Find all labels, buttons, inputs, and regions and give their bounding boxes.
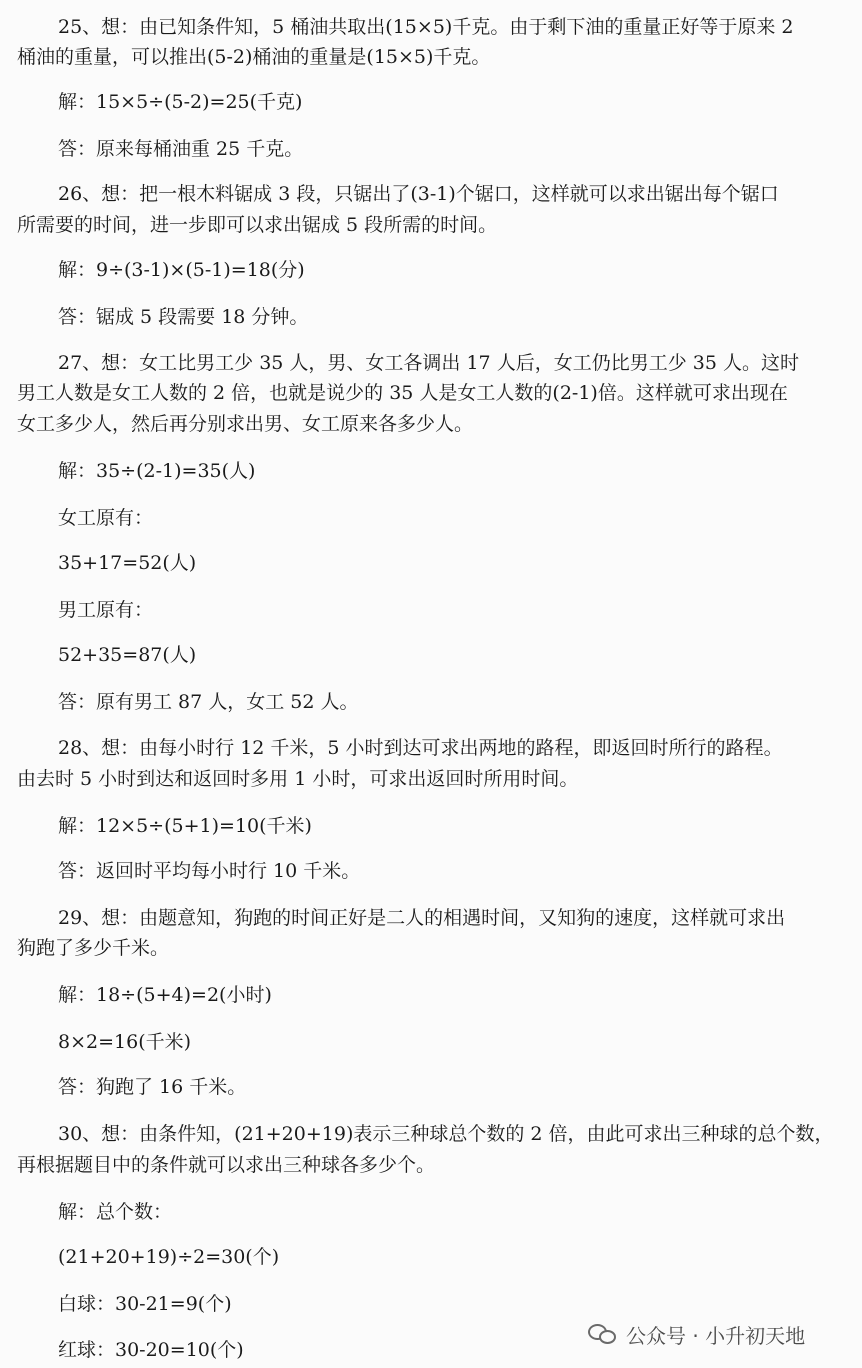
wechat-icon bbox=[588, 1322, 618, 1346]
text-line: 女工原有： bbox=[58, 507, 154, 529]
text-line: 再根据题目中的条件就可以求出三种球各多少个。 bbox=[17, 1154, 436, 1176]
text-line: 解：18÷(5+4)=2(小时) bbox=[58, 984, 272, 1006]
text-line: 答：返回时平均每小时行 10 千米。 bbox=[58, 860, 361, 882]
text-line: 26、想：把一根木料锯成 3 段，只锯出了(3-1)个锯口，这样就可以求出锯出每个锯口 bbox=[58, 183, 779, 205]
text-line: 答：原来每桶油重 25 千克。 bbox=[58, 138, 304, 160]
text-line: 解：35÷(2-1)=35(人) bbox=[58, 460, 256, 482]
text-line: 解：12×5÷(5+1)=10(千米) bbox=[58, 815, 312, 837]
text-line: 答：狗跑了 16 千米。 bbox=[58, 1076, 247, 1098]
text-line: 所需要的时间，进一步即可以求出锯成 5 段所需的时间。 bbox=[17, 214, 498, 236]
text-line: 30、想：由条件知，(21+20+19)表示三种球总个数的 2 倍，由此可求出三种球的总个数， bbox=[58, 1123, 834, 1145]
text-line: 男工原有： bbox=[58, 599, 154, 621]
text-line: 29、想：由题意知，狗跑的时间正好是二人的相遇时间，又知狗的速度，这样就可求出 bbox=[58, 907, 786, 929]
text-line: 8×2=16(千米) bbox=[58, 1031, 192, 1053]
text-line: 解：9÷(3-1)×(5-1)=18(分) bbox=[58, 259, 305, 281]
text-line: 52+35=87(人) bbox=[58, 644, 197, 666]
text-line: 狗跑了多少千米。 bbox=[17, 937, 170, 959]
text-line: 男工人数是女工人数的 2 倍，也就是说少的 35 人是女工人数的(2-1)倍。这样就可求出现在 bbox=[17, 382, 788, 404]
text-line: (21+20+19)÷2=30(个) bbox=[58, 1246, 280, 1268]
text-line: 27、想：女工比男工少 35 人，男、女工各调出 17 人后，女工仍比男工少 35 人。这时 bbox=[58, 352, 799, 374]
text-line: 答：原有男工 87 人，女工 52 人。 bbox=[58, 691, 359, 713]
text-line: 由去时 5 小时到达和返回时多用 1 小时，可求出返回时所用时间。 bbox=[17, 768, 579, 790]
text-line: 35+17=52(人) bbox=[58, 552, 197, 574]
watermark-text: 公众号 · 小升初天地 bbox=[626, 1323, 806, 1348]
text-line: 28、想：由每小时行 12 千米，5 小时到达可求出两地的路程，即返回时所行的路程。 bbox=[58, 737, 783, 759]
text-line: 解：总个数： bbox=[58, 1201, 173, 1223]
text-line: 解：15×5÷(5-2)=25(千克) bbox=[58, 91, 303, 113]
text-line: 25、想：由已知条件知，5 桶油共取出(15×5)千克。由于剩下油的重量正好等于原来 2 bbox=[58, 16, 794, 38]
text-line: 桶油的重量，可以推出(5-2)桶油的重量是(15×5)千克。 bbox=[17, 46, 491, 68]
text-line: 红球：30-20=10(个) bbox=[58, 1339, 244, 1361]
text-line: 女工多少人，然后再分别求出男、女工原来各多少人。 bbox=[17, 413, 474, 435]
watermark bbox=[588, 1318, 805, 1350]
text-line: 白球：30-21=9(个) bbox=[58, 1293, 232, 1315]
text-line: 答：锯成 5 段需要 18 分钟。 bbox=[58, 306, 309, 328]
